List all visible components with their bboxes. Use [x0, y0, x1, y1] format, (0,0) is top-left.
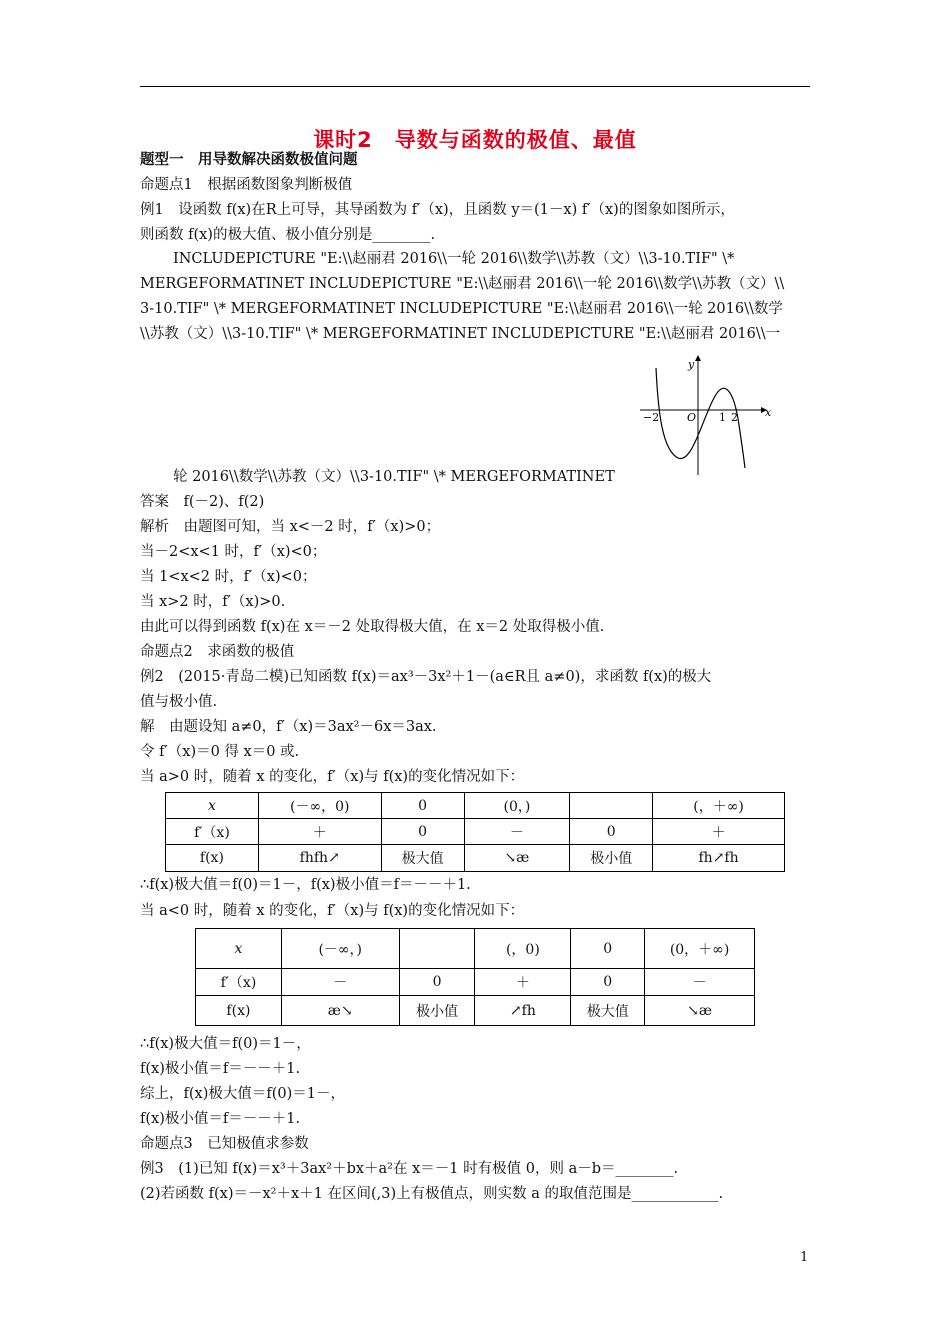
origin-label: O: [687, 411, 697, 424]
text-line: 3-10.TIF" \* MERGEFORMATINET INCLUDEPICTURE "E:\\赵丽君 2016\\一轮 2016\\数学: [140, 301, 783, 317]
table-cell: 0: [571, 969, 645, 996]
text-line: ∴f(x)极大值＝f(0)＝1－，f(x)极小值＝f＝－－＋1.: [140, 877, 471, 893]
variation-table-a-negative: [195, 928, 755, 1026]
text-line: 解 由题设知 a≠0，f′（x)＝3ax²－6x＝3ax.: [140, 719, 437, 735]
derivative-graph: [640, 350, 780, 480]
text-line: 命题点1 根据函数图象判断极值: [140, 177, 353, 193]
text-line: 值与极小值.: [140, 694, 218, 710]
text-line: 则函数 f(x)的极大值、极小值分别是________.: [140, 227, 436, 243]
table-cell: －: [281, 969, 399, 996]
text-line: f(x)极小值＝f＝－－＋1.: [140, 1061, 301, 1077]
table-cell: 极大值: [381, 845, 464, 872]
text-line: 命题点2 求函数的极值: [140, 644, 295, 660]
table-cell: x: [196, 929, 282, 969]
text-line: MERGEFORMATINET INCLUDEPICTURE "E:\\赵丽君 2016\\一轮 2016\\数学\\苏教（文）\\: [140, 276, 785, 292]
table-cell: [399, 929, 475, 969]
text-line: \\苏教（文）\\3-10.TIF" \* MERGEFORMATINET INCLUDEPICTURE "E:\\赵丽君 2016\\一: [140, 326, 781, 342]
y-axis-label: y: [688, 358, 695, 371]
text-line: 令 f′（x)＝0 得 x＝0 或.: [140, 744, 300, 760]
table-cell: 极小值: [570, 845, 653, 872]
text-line: 当 x>2 时，f′（x)>0.: [140, 594, 286, 610]
text-line: 解析 由题图可知，当 x<－2 时，f′（x)>0；: [140, 519, 441, 535]
text-line: ∴f(x)极大值＝f(0)＝1－，: [140, 1036, 311, 1052]
table-cell: (0，＋∞): [645, 929, 755, 969]
header-rule: [140, 86, 810, 87]
table-cell: ↘æ: [464, 845, 570, 872]
table-cell: 极大值: [571, 996, 645, 1026]
table-cell: ↗fh: [475, 996, 571, 1026]
table-cell: (，＋∞): [653, 793, 785, 819]
table-cell: (－∞，0): [258, 793, 381, 819]
table-cell: f′（x): [196, 969, 282, 996]
table-cell: ＋: [475, 969, 571, 996]
table-cell: f′（x): [166, 819, 259, 845]
table-cell: æ↘: [281, 996, 399, 1026]
table-cell: x: [166, 793, 259, 819]
text-line: 轮 2016\\数学\\苏教（文）\\3-10.TIF" \* MERGEFORMATINET: [173, 469, 615, 485]
section-heading: 题型一 用导数解决函数极值问题: [140, 152, 358, 168]
table-cell: 极小值: [399, 996, 475, 1026]
text-line: INCLUDEPICTURE "E:\\赵丽君 2016\\一轮 2016\\数学\\苏教（文）\\3-10.TIF" \*: [173, 251, 735, 267]
text-line: 例3 (1)已知 f(x)＝x³＋3ax²＋bx＋a²在 x＝－1 时有极值 0，则 a－b＝________.: [140, 1161, 679, 1177]
text-line: 当－2<x<1 时，f′（x)<0；: [140, 544, 327, 560]
text-line: 当 1<x<2 时，f′（x)<0；: [140, 569, 317, 585]
table-cell: 0: [571, 929, 645, 969]
text-line: 由此可以得到函数 f(x)在 x＝－2 处取得极大值，在 x＝2 处取得极小值.: [140, 619, 605, 635]
table-cell: f(x): [166, 845, 259, 872]
page-title: 课时2 导数与函数的极值、最值: [313, 128, 637, 152]
tick-label: 2: [731, 411, 738, 424]
text-line: 例2 (2015·青岛二模)已知函数 f(x)＝ax³－3x²＋1－(a∈R且 a≠0)，求函数 f(x)的极大: [140, 669, 712, 685]
answer-line: 答案 f(－2)、f(2): [140, 494, 265, 510]
table-cell: ＋: [258, 819, 381, 845]
table-cell: －: [464, 819, 570, 845]
tick-label: −2: [643, 411, 660, 424]
table-cell: (0，): [464, 793, 570, 819]
variation-table-a-positive: [165, 792, 785, 872]
table-cell: (，0): [475, 929, 571, 969]
table-cell: f(x): [196, 996, 282, 1026]
text-line: 综上，f(x)极大值＝f(0)＝1－，: [140, 1086, 345, 1102]
page-number: 1: [800, 1250, 809, 1265]
table-cell: 0: [399, 969, 475, 996]
table-cell: fh↗fh: [653, 845, 785, 872]
table-cell: 0: [570, 819, 653, 845]
text-line: f(x)极小值＝f＝－－＋1.: [140, 1111, 301, 1127]
tick-label: 1: [719, 411, 726, 424]
table-cell: 0: [381, 793, 464, 819]
table-cell: [570, 793, 653, 819]
text-line: 当 a>0 时，随着 x 的变化，f′（x)与 f(x)的变化情况如下：: [140, 769, 525, 785]
table-cell: ↘æ: [645, 996, 755, 1026]
table-cell: fhfh↗: [258, 845, 381, 872]
x-axis-label: x: [765, 406, 772, 419]
table-cell: －: [645, 969, 755, 996]
text-line: (2)若函数 f(x)＝－x²＋x＋1 在区间(,3)上有极值点，则实数 a 的取值范围是____________.: [140, 1186, 724, 1202]
table-cell: ＋: [653, 819, 785, 845]
text-line: 例1 设函数 f(x)在R上可导，其导函数为 f′（x)，且函数 y＝(1－x) f′（x)的图象如图所示，: [140, 202, 735, 218]
table-cell: (－∞，): [281, 929, 399, 969]
text-line: 命题点3 已知极值求参数: [140, 1136, 309, 1152]
table-cell: 0: [381, 819, 464, 845]
text-line: 当 a<0 时，随着 x 的变化，f′（x)与 f(x)的变化情况如下：: [140, 903, 525, 919]
